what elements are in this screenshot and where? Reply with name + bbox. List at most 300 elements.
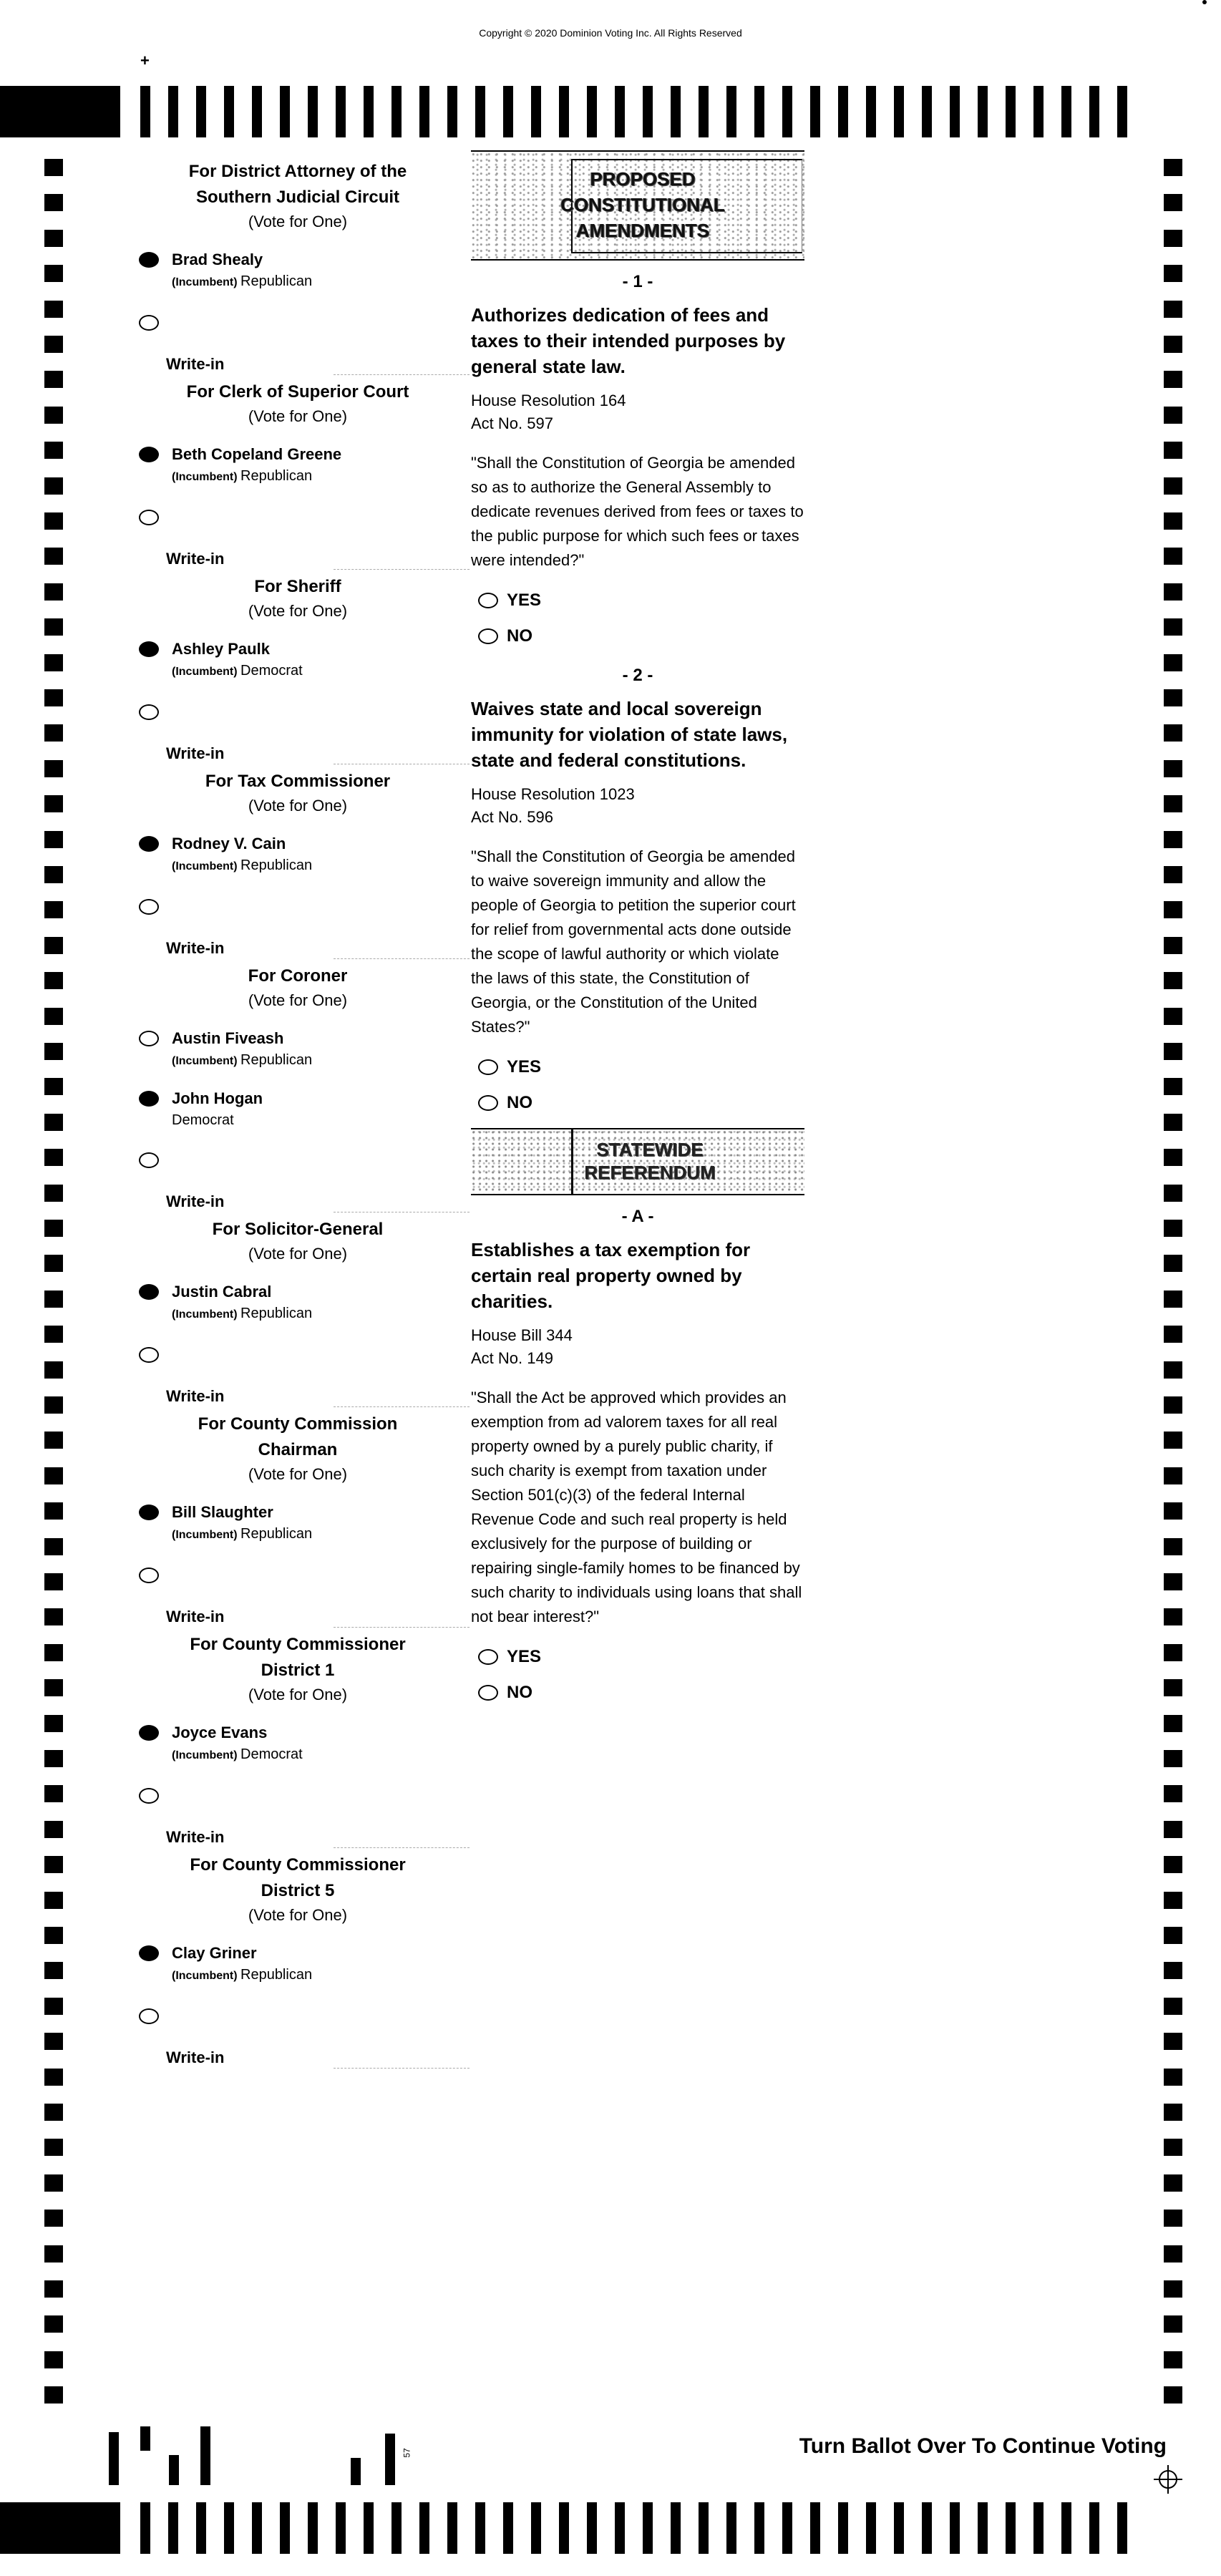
timing-stripe [531, 2502, 541, 2554]
timing-mark [44, 1998, 63, 2015]
timing-mark [44, 1149, 63, 1166]
question-text: "Shall the Constitution of Georgia be amended so as to authorize the General Assembly to dedicate revenues derived from fees or taxes to the public purpose for which such fees or taxes were intended?" [471, 454, 804, 569]
timing-stripe [1006, 2502, 1016, 2554]
timing-mark [44, 194, 63, 211]
empty-oval[interactable] [139, 1152, 159, 1168]
timing-mark [44, 1291, 63, 1308]
candidate-name: Brad Shealy [172, 251, 263, 268]
incumbent-tag: (Incumbent) [172, 666, 240, 678]
timing-stripe [336, 86, 346, 137]
header-line: AMENDMENTS [575, 220, 710, 241]
timing-mark [44, 1255, 63, 1272]
timing-mark [1164, 937, 1182, 954]
candidate-party-line [172, 1523, 462, 1546]
timing-mark [1164, 230, 1182, 247]
party-name: Democrat [240, 1746, 303, 1762]
empty-oval[interactable] [478, 1095, 498, 1111]
timing-mark [1164, 1114, 1182, 1131]
vote-for-instruction: (Vote for One) [248, 407, 348, 425]
vote-for-instruction: (Vote for One) [248, 991, 348, 1009]
candidate-name: Bill Slaughter [172, 1503, 273, 1521]
timing-stripe [615, 86, 625, 137]
timing-mark [44, 301, 63, 318]
timing-stripe [726, 2502, 736, 2554]
left-timing-marks [44, 159, 63, 2421]
empty-oval[interactable] [139, 1347, 159, 1363]
candidate-name: Austin Fiveash [172, 1029, 284, 1047]
question-title: Establishes a tax exemption for certain real property owned by charities. [471, 1239, 751, 1312]
filled-oval[interactable] [139, 447, 159, 462]
referendum-header-title [571, 1138, 729, 1184]
party-name: Republican [240, 1967, 313, 1983]
timing-stripe [559, 2502, 569, 2554]
source-line: House Resolution 164 [471, 392, 626, 409]
header-line: STATEWIDE [596, 1139, 704, 1160]
timing-mark [44, 548, 63, 565]
contest [133, 574, 462, 764]
question-source [471, 389, 804, 435]
candidate-option[interactable] [133, 1088, 462, 1131]
timing-mark [44, 866, 63, 883]
timing-mark [1164, 1467, 1182, 1484]
write-in-label: Write-in [133, 1191, 462, 1212]
candidate-option[interactable] [133, 249, 462, 293]
timing-stripe [503, 86, 513, 137]
timing-mark [44, 1432, 63, 1449]
timing-mark [1164, 371, 1182, 388]
timing-stripe [364, 2502, 374, 2554]
timing-mark [44, 2174, 63, 2192]
timing-mark [1164, 1220, 1182, 1237]
timing-stripe [503, 2502, 513, 2554]
timing-stripe [364, 86, 374, 137]
source-line: Act No. 597 [471, 414, 553, 432]
question-title: Authorizes dedication of fees and taxes to their intended purposes by general state law. [471, 304, 786, 377]
timing-mark [1164, 972, 1182, 989]
timing-mark [1164, 2210, 1182, 2227]
timing-mark [1164, 1255, 1182, 1272]
timing-stripe [419, 2502, 429, 2554]
source-line: House Bill 344 [471, 1326, 573, 1344]
candidate-party-line [172, 660, 462, 683]
timing-mark [44, 407, 63, 424]
filled-oval[interactable] [139, 1725, 159, 1741]
timing-stripe [196, 86, 206, 137]
turn-over-instruction: Turn Ballot Over To Continue Voting [799, 2434, 1167, 2458]
timing-mark [44, 1927, 63, 1944]
timing-mark [1164, 1361, 1182, 1379]
contest-title: For Solicitor-General [212, 1220, 384, 1239]
timing-stripe [810, 2502, 820, 2554]
question-text: "Shall the Constitution of Georgia be amended to waive sovereign immunity and allow the people of Georgia to petition the superior court for relief from governmental acts done outside the scope of lawful authority or which violate the laws of this state, the Constitution of Georgia, or the Constitution of the United States?" [471, 847, 796, 1036]
option-no[interactable] [471, 1681, 804, 1705]
party-name: Democrat [240, 663, 303, 679]
candidate-option[interactable] [133, 1502, 462, 1546]
candidate-option[interactable] [133, 638, 462, 683]
contest-title: Southern Judicial Circuit [195, 188, 400, 207]
timing-mark [1164, 1856, 1182, 1873]
registration-plus-mark: + [140, 52, 150, 69]
timing-mark [44, 1220, 63, 1237]
candidate-party-line [172, 1303, 462, 1326]
timing-stripe [922, 86, 932, 137]
candidate-party-line [172, 1964, 462, 1987]
contest-title: For District Attorney of the [188, 162, 407, 181]
empty-oval[interactable] [139, 1568, 159, 1583]
timing-stripe [475, 2502, 485, 2554]
write-in-option[interactable] [133, 1347, 462, 1369]
timing-mark [44, 583, 63, 601]
timing-mark [1164, 1043, 1182, 1060]
filled-oval[interactable] [139, 836, 159, 852]
source-line: Act No. 596 [471, 808, 553, 826]
timing-mark [1164, 301, 1182, 318]
timing-stripe [1033, 86, 1044, 137]
vote-for-instruction: (Vote for One) [248, 1245, 348, 1263]
barcode-mark [351, 2458, 361, 2485]
timing-mark [1164, 2069, 1182, 2086]
timing-mark [1164, 1821, 1182, 1838]
timing-mark [1164, 548, 1182, 565]
vote-for-instruction: (Vote for One) [248, 1686, 348, 1703]
timing-mark [44, 1679, 63, 1696]
timing-mark [44, 2351, 63, 2368]
option-label: NO [507, 626, 532, 646]
timing-mark [44, 1078, 63, 1095]
incumbent-tag: (Incumbent) [172, 471, 240, 483]
empty-oval[interactable] [478, 1059, 498, 1075]
timing-stripe [922, 2502, 932, 2554]
write-in-option[interactable] [133, 1152, 462, 1174]
timing-mark [1164, 2174, 1182, 2192]
option-yes[interactable] [471, 1055, 804, 1079]
timing-stripe [866, 2502, 876, 2554]
corner-dot [1202, 0, 1207, 4]
timing-mark [1164, 1502, 1182, 1520]
empty-oval[interactable] [139, 704, 159, 720]
timing-mark [1164, 654, 1182, 671]
write-in-label: Write-in [133, 1606, 462, 1628]
contest-title: For Sheriff [254, 577, 341, 596]
candidate-option[interactable] [133, 1943, 462, 1987]
write-in-label: Write-in [133, 2047, 462, 2069]
top-timing-bars [0, 86, 1221, 137]
write-in-option[interactable] [133, 315, 462, 336]
contest [133, 1852, 462, 2069]
timing-stripe [838, 86, 848, 137]
option-no[interactable] [471, 624, 804, 648]
contest-title: Chairman [258, 1440, 338, 1459]
filled-oval[interactable] [139, 1945, 159, 1961]
timing-mark [44, 2210, 63, 2227]
candidate-party-line [172, 1744, 462, 1766]
timing-stripe [838, 2502, 848, 2554]
candidate-option[interactable] [133, 1281, 462, 1326]
empty-oval[interactable] [478, 593, 498, 608]
timing-mark [44, 230, 63, 247]
timing-mark [1164, 159, 1182, 176]
timing-stripe [699, 2502, 709, 2554]
empty-oval[interactable] [139, 510, 159, 525]
contest-title: For Clerk of Superior Court [186, 382, 409, 402]
option-yes[interactable] [471, 588, 804, 613]
timing-stripe [224, 2502, 234, 2554]
timing-mark [44, 2386, 63, 2404]
contest [133, 159, 462, 375]
timing-mark [44, 1715, 63, 1732]
question-source [471, 1324, 804, 1370]
referendum-questions [471, 1202, 804, 1705]
source-line: Act No. 149 [471, 1349, 553, 1367]
incumbent-tag: (Incumbent) [172, 1055, 240, 1067]
timing-mark [1164, 512, 1182, 530]
timing-mark [1164, 1291, 1182, 1308]
write-in-label: Write-in [133, 548, 462, 570]
timing-stripe [391, 86, 402, 137]
timing-stripe [140, 86, 150, 137]
write-in-label: Write-in [133, 1827, 462, 1848]
candidate-party-line [172, 271, 462, 293]
timing-mark [44, 1538, 63, 1555]
question-text: "Shall the Act be approved which provides an exemption from ad valorem taxes for all real property owned by a purely public charity, if such charity is exempt from taxation under Section 501(c)(3) of the federal Internal Revenue Code and such real property is held exclusively for the purpose of building or repairing single-family homes to be financed by such charity to individuals using loans that shall not bear interest?" [471, 1389, 802, 1625]
option-label: NO [507, 1683, 532, 1702]
party-name: Republican [240, 273, 313, 289]
write-in-option[interactable] [133, 704, 462, 726]
timing-mark [1164, 336, 1182, 353]
barcode-mark [169, 2455, 179, 2485]
amendments-header-title [543, 166, 743, 243]
timing-mark [1164, 901, 1182, 918]
timing-mark [44, 442, 63, 459]
incumbent-tag: (Incumbent) [172, 1749, 240, 1761]
contest-title: District 1 [261, 1661, 335, 1680]
header-line: REFERENDUM [584, 1162, 716, 1183]
timing-stripe [168, 86, 178, 137]
timing-stripe [587, 86, 597, 137]
timing-stripe [196, 2502, 206, 2554]
timing-stripe [168, 2502, 178, 2554]
candidate-party-line [172, 855, 462, 878]
candidate-option[interactable] [133, 1028, 462, 1072]
timing-mark [44, 2139, 63, 2156]
candidate-party-line [172, 465, 462, 488]
timing-mark [1164, 1078, 1182, 1095]
timing-stripe [1061, 86, 1071, 137]
timing-stripe [866, 86, 876, 137]
timing-stripe [894, 86, 904, 137]
amendment-questions [471, 268, 804, 1115]
timing-mark [44, 760, 63, 777]
timing-stripe [671, 86, 681, 137]
timing-stripe [1006, 86, 1016, 137]
question-number: - A - [621, 1207, 654, 1226]
filled-oval[interactable] [139, 641, 159, 657]
contest-title: For County Commissioner [190, 1855, 406, 1875]
party-name: Republican [240, 857, 313, 873]
questions-column [471, 150, 804, 1718]
timing-mark [44, 1361, 63, 1379]
candidate-name: Clay Griner [172, 1944, 257, 1962]
timing-mark [1164, 583, 1182, 601]
candidate-name: Ashley Paulk [172, 640, 270, 658]
contest-title: For Coroner [248, 966, 348, 986]
timing-stripe [447, 86, 457, 137]
timing-mark [44, 477, 63, 495]
timing-mark [44, 618, 63, 636]
timing-block [0, 2502, 120, 2554]
timing-stripe [308, 2502, 318, 2554]
option-no[interactable] [471, 1091, 804, 1115]
timing-mark [1164, 1573, 1182, 1590]
contest [133, 1632, 462, 1848]
incumbent-tag: (Incumbent) [172, 276, 240, 288]
timing-stripe [810, 86, 820, 137]
timing-mark [44, 2280, 63, 2298]
timing-stripe [643, 2502, 653, 2554]
empty-oval[interactable] [478, 628, 498, 644]
empty-oval[interactable] [139, 2008, 159, 2024]
question-options [471, 588, 804, 648]
option-label: YES [507, 590, 542, 610]
write-in-option[interactable] [133, 1568, 462, 1589]
timing-stripe [224, 86, 234, 137]
timing-mark [1164, 1962, 1182, 1979]
contest-title: For County Commission [198, 1414, 398, 1434]
timing-mark [44, 689, 63, 706]
timing-stripe [894, 2502, 904, 2554]
filled-oval[interactable] [139, 1505, 159, 1520]
timing-mark [1164, 1432, 1182, 1449]
timing-mark [44, 2104, 63, 2121]
timing-mark [1164, 194, 1182, 211]
candidate-option[interactable] [133, 833, 462, 878]
timing-stripe [140, 2502, 150, 2554]
timing-stripe [726, 86, 736, 137]
empty-oval[interactable] [478, 1685, 498, 1701]
timing-mark [44, 654, 63, 671]
vote-for-instruction: (Vote for One) [248, 797, 348, 815]
filled-oval[interactable] [139, 1284, 159, 1300]
incumbent-tag: (Incumbent) [172, 1529, 240, 1541]
timing-mark [44, 1644, 63, 1661]
timing-mark [44, 724, 63, 742]
filled-oval[interactable] [139, 252, 159, 268]
timing-stripe [1117, 86, 1127, 137]
timing-mark [1164, 2280, 1182, 2298]
barcode-mark [385, 2434, 395, 2485]
header-line: CONSTITUTIONAL [560, 194, 725, 215]
timing-mark [1164, 760, 1182, 777]
timing-mark [1164, 1608, 1182, 1625]
timing-stripe [643, 86, 653, 137]
bottom-timing-bars [0, 2502, 1221, 2554]
party-name: Republican [240, 468, 313, 484]
timing-mark [44, 159, 63, 176]
write-in-label: Write-in [133, 1386, 462, 1407]
timing-mark [44, 795, 63, 812]
write-in-label: Write-in [133, 938, 462, 959]
filled-oval[interactable] [139, 1091, 159, 1107]
write-in-option[interactable] [133, 1788, 462, 1809]
timing-stripe [252, 86, 262, 137]
timing-mark [1164, 831, 1182, 848]
empty-oval[interactable] [478, 1649, 498, 1665]
timing-stripe [754, 2502, 764, 2554]
timing-mark [1164, 265, 1182, 282]
timing-mark [1164, 866, 1182, 883]
incumbent-tag: (Incumbent) [172, 860, 240, 873]
timing-mark [44, 1892, 63, 1909]
write-in-label: Write-in [133, 354, 462, 375]
contest [133, 963, 462, 1212]
timing-mark [1164, 1998, 1182, 2015]
timing-mark [1164, 724, 1182, 742]
timing-stripe [1089, 86, 1099, 137]
question-number: - 1 - [622, 272, 653, 291]
timing-mark [1164, 1396, 1182, 1414]
timing-mark [1164, 2386, 1182, 2404]
timing-stripe [978, 2502, 988, 2554]
timing-mark [44, 1043, 63, 1060]
timing-stripe [1089, 2502, 1099, 2554]
timing-mark [1164, 689, 1182, 706]
timing-mark [1164, 1149, 1182, 1166]
party-name: Republican [240, 1306, 313, 1321]
candidate-option[interactable] [133, 444, 462, 488]
option-label: YES [507, 1647, 542, 1666]
candidate-name: Justin Cabral [172, 1283, 272, 1301]
contest [133, 379, 462, 570]
write-in-option[interactable] [133, 899, 462, 920]
contest [133, 1217, 462, 1407]
source-line: House Resolution 1023 [471, 785, 635, 803]
timing-mark [1164, 442, 1182, 459]
timing-mark [1164, 2245, 1182, 2262]
timing-mark [44, 1008, 63, 1025]
timing-mark [44, 1750, 63, 1767]
write-in-option[interactable] [133, 2008, 462, 2030]
timing-mark [44, 901, 63, 918]
timing-mark [44, 2315, 63, 2333]
vote-for-instruction: (Vote for One) [248, 1465, 348, 1483]
timing-stripe [587, 2502, 597, 2554]
empty-oval[interactable] [139, 315, 159, 331]
candidate-option[interactable] [133, 1722, 462, 1766]
timing-mark [44, 1467, 63, 1484]
option-yes[interactable] [471, 1645, 804, 1669]
timing-mark [1164, 1679, 1182, 1696]
empty-oval[interactable] [139, 1031, 159, 1046]
empty-oval[interactable] [139, 1788, 159, 1804]
timing-mark [44, 937, 63, 954]
timing-stripe [419, 86, 429, 137]
timing-mark [1164, 2104, 1182, 2121]
candidate-name: John Hogan [172, 1089, 263, 1107]
party-name: Democrat [172, 1112, 234, 1128]
timing-mark [1164, 477, 1182, 495]
timing-mark [44, 972, 63, 989]
barcode-mark [200, 2426, 210, 2485]
barcode-mark [140, 2426, 150, 2451]
timing-mark [44, 1114, 63, 1131]
write-in-option[interactable] [133, 510, 462, 531]
timing-mark [44, 1326, 63, 1343]
timing-stripe [308, 86, 318, 137]
timing-stripe [950, 2502, 960, 2554]
question-title: Waives state and local sovereign immunity for violation of state laws, state and federal constitutions. [471, 698, 788, 771]
empty-oval[interactable] [139, 899, 159, 915]
question-number: - 2 - [622, 666, 653, 685]
